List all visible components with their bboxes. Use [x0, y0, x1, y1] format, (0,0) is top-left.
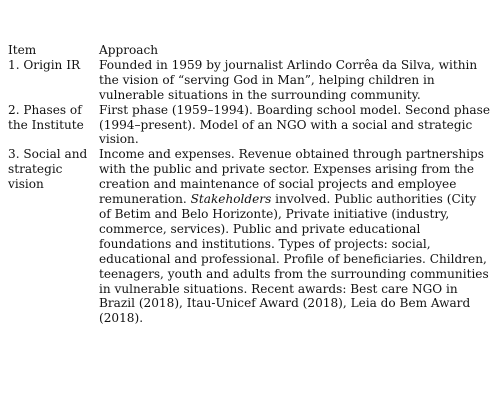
row-3-item: 3. Social and strategic vision — [8, 147, 88, 192]
table-row — [8, 147, 490, 326]
table-row — [8, 103, 490, 148]
row-3-approach-part1: Income and expenses. Revenue obtained through partnerships with the public and private sector. Expenses arising from the creation and maintenance of social projects and employee remuneration. — [99, 147, 484, 207]
document-table — [8, 43, 490, 326]
table-row — [8, 58, 490, 103]
table-header-row — [8, 43, 490, 58]
row-1-approach: Founded in 1959 by journalist Arlindo Corrêa da Silva, within the vision of “serving God in Man”, helping children in vulnerable situations in the surrounding community. — [99, 57, 478, 102]
header-approach: Approach — [99, 43, 159, 57]
row-3-approach-part2: involved. Public authorities (City of Betim and Belo Horizonte), Private initiative (industry, commerce, services). Public and private educational foundations and institutions. Types of projects: social, educational and professional. Profile of beneficiaries. Children, teenagers, youth and adults from the surrounding communities in vulnerable situations. Recent awards: Best care NGO in Brazil (2018), Itau-Unicef Award (2018), Leia do Bem Award (2018). — [99, 192, 489, 326]
row-1-item: 1. Origin IR — [8, 57, 81, 72]
row-3-approach — [99, 147, 490, 326]
row-2-approach: First phase (1959–1994). Boarding school model. Second phase (1994–present). Model of an NGO with a social and strategic vision. — [99, 102, 490, 147]
row-2-item: 2. Phases of the Institute — [8, 102, 84, 132]
row-3-approach-italic: Stakeholders — [190, 192, 272, 207]
header-item: Item — [8, 43, 37, 57]
